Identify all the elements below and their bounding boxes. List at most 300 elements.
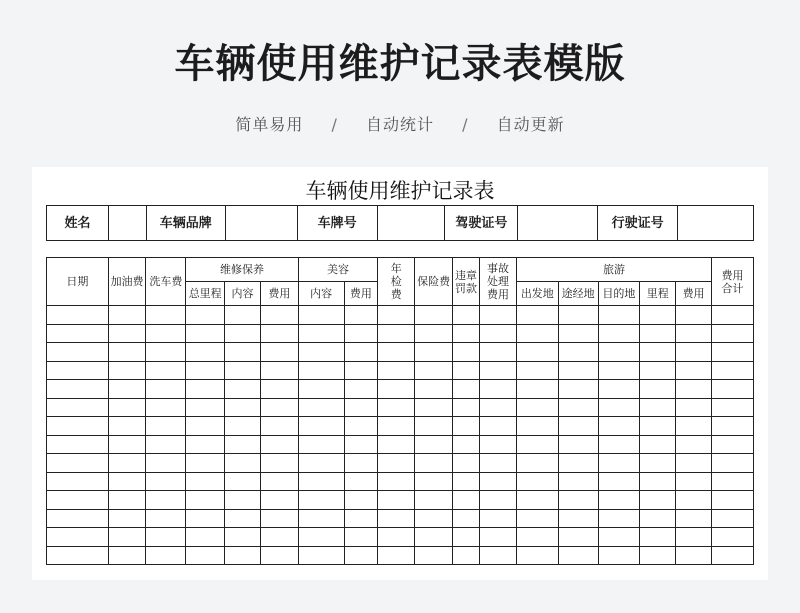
- table-cell[interactable]: [378, 324, 415, 343]
- table-cell[interactable]: [711, 324, 753, 343]
- table-cell[interactable]: [378, 398, 415, 417]
- table-cell[interactable]: [378, 417, 415, 436]
- table-cell[interactable]: [598, 546, 640, 565]
- table-cell[interactable]: [558, 417, 598, 436]
- license-field[interactable]: [518, 206, 598, 241]
- table-cell[interactable]: [711, 343, 753, 362]
- table-cell[interactable]: [558, 398, 598, 417]
- table-cell[interactable]: [108, 398, 146, 417]
- table-cell[interactable]: [344, 491, 378, 510]
- table-cell[interactable]: [480, 509, 517, 528]
- table-cell[interactable]: [186, 306, 225, 325]
- table-cell[interactable]: [260, 380, 298, 399]
- table-cell[interactable]: [260, 306, 298, 325]
- table-cell[interactable]: [298, 528, 344, 547]
- table-cell[interactable]: [146, 361, 186, 380]
- table-cell[interactable]: [378, 528, 415, 547]
- table-cell[interactable]: [344, 528, 378, 547]
- name-field[interactable]: [108, 206, 146, 241]
- info-table: [46, 205, 754, 241]
- table-row: [47, 306, 754, 325]
- table-cell[interactable]: [640, 491, 676, 510]
- table-cell[interactable]: [298, 324, 344, 343]
- table-cell[interactable]: [558, 491, 598, 510]
- header-insurance: 保险费: [415, 258, 453, 306]
- table-cell[interactable]: [225, 454, 261, 473]
- header-maintenance-cost: 费用: [260, 282, 298, 306]
- table-cell[interactable]: [598, 324, 640, 343]
- table-cell[interactable]: [516, 343, 558, 362]
- table-cell[interactable]: [47, 324, 109, 343]
- table-cell[interactable]: [558, 324, 598, 343]
- table-cell[interactable]: [640, 435, 676, 454]
- table-cell[interactable]: [298, 417, 344, 436]
- table-cell[interactable]: [260, 528, 298, 547]
- table-cell[interactable]: [676, 491, 712, 510]
- table-cell[interactable]: [108, 509, 146, 528]
- table-cell[interactable]: [711, 417, 753, 436]
- table-cell[interactable]: [186, 398, 225, 417]
- table-row: [47, 491, 754, 510]
- table-cell[interactable]: [344, 546, 378, 565]
- table-cell[interactable]: [453, 398, 480, 417]
- table-cell[interactable]: [676, 546, 712, 565]
- header-wash: 洗车费: [146, 258, 186, 306]
- table-cell[interactable]: [598, 472, 640, 491]
- table-cell[interactable]: [415, 454, 453, 473]
- table-cell[interactable]: [146, 343, 186, 362]
- table-row: [47, 509, 754, 528]
- table-cell[interactable]: [516, 417, 558, 436]
- table-cell[interactable]: [415, 528, 453, 547]
- feature-tagline: [0, 112, 800, 135]
- table-cell[interactable]: [598, 306, 640, 325]
- table-cell[interactable]: [186, 491, 225, 510]
- table-cell[interactable]: [108, 491, 146, 510]
- table-cell[interactable]: [516, 528, 558, 547]
- table-cell[interactable]: [146, 491, 186, 510]
- table-cell[interactable]: [415, 435, 453, 454]
- table-cell[interactable]: [298, 509, 344, 528]
- table-row: [47, 528, 754, 547]
- table-cell[interactable]: [378, 472, 415, 491]
- table-cell[interactable]: [676, 417, 712, 436]
- table-cell[interactable]: [298, 343, 344, 362]
- table-cell[interactable]: [108, 454, 146, 473]
- table-cell[interactable]: [640, 380, 676, 399]
- header-destination: 目的地: [598, 282, 640, 306]
- table-cell[interactable]: [186, 324, 225, 343]
- table-cell[interactable]: [453, 509, 480, 528]
- table-cell[interactable]: [640, 324, 676, 343]
- table-cell[interactable]: [298, 361, 344, 380]
- table-cell[interactable]: [480, 528, 517, 547]
- table-cell[interactable]: [47, 509, 109, 528]
- plate-field[interactable]: [377, 206, 445, 241]
- table-cell[interactable]: [260, 454, 298, 473]
- table-cell[interactable]: [598, 398, 640, 417]
- separator: /: [331, 115, 338, 134]
- table-cell[interactable]: [453, 454, 480, 473]
- table-cell[interactable]: [480, 491, 517, 510]
- header-violation: 违章罚款: [453, 258, 480, 306]
- table-cell[interactable]: [47, 528, 109, 547]
- table-cell[interactable]: [344, 454, 378, 473]
- table-cell[interactable]: [47, 472, 109, 491]
- table-cell[interactable]: [558, 435, 598, 454]
- table-cell[interactable]: [558, 306, 598, 325]
- table-cell[interactable]: [260, 509, 298, 528]
- table-cell[interactable]: [711, 546, 753, 565]
- table-row: [47, 361, 754, 380]
- table-row: [47, 343, 754, 362]
- header-beauty-cost: 费用: [344, 282, 378, 306]
- table-cell[interactable]: [344, 509, 378, 528]
- header-maintenance-content: 内容: [225, 282, 261, 306]
- table-cell[interactable]: [453, 324, 480, 343]
- header-beauty: 美容: [298, 258, 378, 282]
- table-cell[interactable]: [415, 361, 453, 380]
- table-cell[interactable]: [186, 343, 225, 362]
- header-maintenance: 维修保养: [186, 258, 298, 282]
- table-cell[interactable]: [108, 306, 146, 325]
- table-cell[interactable]: [344, 306, 378, 325]
- table-cell[interactable]: [225, 472, 261, 491]
- table-cell[interactable]: [344, 324, 378, 343]
- sheet-title: 车辆使用维护记录表: [305, 179, 495, 203]
- header-beauty-content: 内容: [298, 282, 344, 306]
- table-cell[interactable]: [711, 361, 753, 380]
- table-cell[interactable]: [47, 361, 109, 380]
- table-cell[interactable]: [453, 343, 480, 362]
- table-cell[interactable]: [108, 343, 146, 362]
- table-cell[interactable]: [640, 417, 676, 436]
- table-cell[interactable]: [598, 509, 640, 528]
- table-cell[interactable]: [47, 546, 109, 565]
- table-cell[interactable]: [415, 546, 453, 565]
- table-cell[interactable]: [378, 454, 415, 473]
- brand-label: 车辆品牌: [146, 206, 225, 241]
- table-cell[interactable]: [480, 324, 517, 343]
- table-cell[interactable]: [516, 380, 558, 399]
- table-cell[interactable]: [415, 417, 453, 436]
- table-cell[interactable]: [676, 509, 712, 528]
- table-cell[interactable]: [108, 361, 146, 380]
- table-cell[interactable]: [598, 361, 640, 380]
- table-cell[interactable]: [344, 343, 378, 362]
- table-cell[interactable]: [640, 361, 676, 380]
- table-row: [47, 454, 754, 473]
- table-cell[interactable]: [598, 380, 640, 399]
- header-fuel: 加油费: [108, 258, 146, 306]
- table-cell[interactable]: [453, 417, 480, 436]
- table-cell[interactable]: [108, 417, 146, 436]
- table-cell[interactable]: [676, 380, 712, 399]
- brand-field[interactable]: [225, 206, 297, 241]
- table-cell[interactable]: [453, 361, 480, 380]
- table-cell[interactable]: [378, 491, 415, 510]
- table-cell[interactable]: [378, 435, 415, 454]
- table-cell[interactable]: [558, 509, 598, 528]
- table-cell[interactable]: [47, 306, 109, 325]
- table-cell[interactable]: [516, 454, 558, 473]
- table-cell[interactable]: [480, 472, 517, 491]
- table-cell[interactable]: [598, 343, 640, 362]
- table-cell[interactable]: [640, 398, 676, 417]
- table-cell[interactable]: [480, 398, 517, 417]
- table-cell[interactable]: [108, 546, 146, 565]
- table-cell[interactable]: [186, 472, 225, 491]
- table-cell[interactable]: [516, 324, 558, 343]
- table-row: [47, 380, 754, 399]
- table-cell[interactable]: [225, 361, 261, 380]
- table-cell[interactable]: [415, 491, 453, 510]
- table-cell[interactable]: [711, 528, 753, 547]
- table-cell[interactable]: [225, 546, 261, 565]
- table-cell[interactable]: [260, 546, 298, 565]
- table-cell[interactable]: [676, 528, 712, 547]
- table-cell[interactable]: [47, 417, 109, 436]
- table-cell[interactable]: [676, 435, 712, 454]
- table-cell[interactable]: [260, 398, 298, 417]
- table-cell[interactable]: [298, 454, 344, 473]
- table-row: [47, 324, 754, 343]
- table-cell[interactable]: [558, 454, 598, 473]
- table-cell[interactable]: [516, 546, 558, 565]
- table-cell[interactable]: [225, 435, 261, 454]
- table-cell[interactable]: [598, 417, 640, 436]
- table-cell[interactable]: [480, 306, 517, 325]
- table-cell[interactable]: [260, 417, 298, 436]
- header-accident: 事故处理费用: [480, 258, 517, 306]
- table-cell[interactable]: [344, 361, 378, 380]
- table-cell[interactable]: [415, 306, 453, 325]
- page-title: 车辆使用维护记录表模版: [174, 41, 626, 87]
- table-cell[interactable]: [516, 509, 558, 528]
- table-cell[interactable]: [260, 324, 298, 343]
- table-cell[interactable]: [480, 417, 517, 436]
- table-cell[interactable]: [598, 454, 640, 473]
- table-cell[interactable]: [186, 546, 225, 565]
- table-cell[interactable]: [298, 491, 344, 510]
- table-cell[interactable]: [378, 509, 415, 528]
- table-cell[interactable]: [453, 528, 480, 547]
- table-cell[interactable]: [711, 306, 753, 325]
- table-cell[interactable]: [225, 417, 261, 436]
- table-cell[interactable]: [108, 472, 146, 491]
- table-row: [47, 435, 754, 454]
- table-cell[interactable]: [415, 472, 453, 491]
- table-cell[interactable]: [378, 361, 415, 380]
- table-cell[interactable]: [676, 324, 712, 343]
- table-cell[interactable]: [516, 398, 558, 417]
- header-total-mileage: 总里程: [186, 282, 225, 306]
- plate-label: 车牌号: [297, 206, 377, 241]
- table-cell[interactable]: [186, 528, 225, 547]
- table-cell[interactable]: [558, 528, 598, 547]
- feature-easy: 简单易用: [235, 115, 304, 134]
- table-cell[interactable]: [676, 454, 712, 473]
- table-cell[interactable]: [146, 546, 186, 565]
- table-cell[interactable]: [378, 380, 415, 399]
- table-row: [47, 546, 754, 565]
- table-cell[interactable]: [640, 528, 676, 547]
- table-cell[interactable]: [711, 380, 753, 399]
- table-cell[interactable]: [640, 306, 676, 325]
- table-cell[interactable]: [47, 380, 109, 399]
- table-cell[interactable]: [225, 509, 261, 528]
- table-cell[interactable]: [186, 417, 225, 436]
- table-cell[interactable]: [298, 380, 344, 399]
- header-via: 途经地: [558, 282, 598, 306]
- table-cell[interactable]: [453, 472, 480, 491]
- table-cell[interactable]: [146, 435, 186, 454]
- table-cell[interactable]: [516, 435, 558, 454]
- table-cell[interactable]: [186, 380, 225, 399]
- table-cell[interactable]: [225, 343, 261, 362]
- table-cell[interactable]: [298, 546, 344, 565]
- table-cell[interactable]: [453, 306, 480, 325]
- table-cell[interactable]: [558, 546, 598, 565]
- table-cell[interactable]: [47, 435, 109, 454]
- table-cell[interactable]: [480, 435, 517, 454]
- table-cell[interactable]: [225, 398, 261, 417]
- table-cell[interactable]: [146, 324, 186, 343]
- feature-auto-update: 自动更新: [496, 115, 565, 134]
- table-cell[interactable]: [415, 343, 453, 362]
- header-total: 费用合计: [711, 258, 753, 306]
- table-cell[interactable]: [598, 491, 640, 510]
- table-cell[interactable]: [558, 343, 598, 362]
- table-cell[interactable]: [676, 343, 712, 362]
- table-cell[interactable]: [298, 472, 344, 491]
- table-cell[interactable]: [480, 343, 517, 362]
- table-cell[interactable]: [378, 306, 415, 325]
- header-date: 日期: [47, 258, 109, 306]
- table-cell[interactable]: [146, 509, 186, 528]
- table-cell[interactable]: [344, 472, 378, 491]
- table-cell[interactable]: [186, 435, 225, 454]
- table-cell[interactable]: [453, 435, 480, 454]
- table-cell[interactable]: [225, 491, 261, 510]
- table-cell[interactable]: [480, 361, 517, 380]
- table-cell[interactable]: [640, 546, 676, 565]
- table-cell[interactable]: [225, 380, 261, 399]
- table-cell[interactable]: [640, 509, 676, 528]
- table-cell[interactable]: [598, 528, 640, 547]
- table-cell[interactable]: [558, 472, 598, 491]
- table-cell[interactable]: [711, 491, 753, 510]
- table-cell[interactable]: [415, 398, 453, 417]
- table-cell[interactable]: [676, 398, 712, 417]
- table-cell[interactable]: [558, 361, 598, 380]
- table-cell[interactable]: [640, 472, 676, 491]
- table-cell[interactable]: [711, 454, 753, 473]
- table-cell[interactable]: [711, 398, 753, 417]
- table-cell[interactable]: [598, 435, 640, 454]
- header-travel-cost: 费用: [676, 282, 712, 306]
- table-cell[interactable]: [146, 454, 186, 473]
- license-label: 驾驶证号: [445, 206, 518, 241]
- table-cell[interactable]: [415, 509, 453, 528]
- table-cell[interactable]: [47, 398, 109, 417]
- table-cell[interactable]: [640, 454, 676, 473]
- table-cell[interactable]: [186, 361, 225, 380]
- table-cell[interactable]: [47, 454, 109, 473]
- table-cell[interactable]: [516, 361, 558, 380]
- table-cell[interactable]: [415, 380, 453, 399]
- table-cell[interactable]: [516, 472, 558, 491]
- table-cell[interactable]: [516, 491, 558, 510]
- table-cell[interactable]: [453, 491, 480, 510]
- table-cell[interactable]: [186, 454, 225, 473]
- table-cell[interactable]: [225, 324, 261, 343]
- table-cell[interactable]: [108, 380, 146, 399]
- sheet-preview: [32, 167, 768, 580]
- table-cell[interactable]: [260, 491, 298, 510]
- table-cell[interactable]: [676, 306, 712, 325]
- table-cell[interactable]: [298, 435, 344, 454]
- table-row: [47, 417, 754, 436]
- vehicle-license-field[interactable]: [678, 206, 754, 241]
- table-cell[interactable]: [186, 509, 225, 528]
- table-cell[interactable]: [47, 343, 109, 362]
- table-cell[interactable]: [146, 528, 186, 547]
- table-cell[interactable]: [108, 528, 146, 547]
- table-cell[interactable]: [344, 380, 378, 399]
- table-cell[interactable]: [225, 528, 261, 547]
- table-cell[interactable]: [344, 398, 378, 417]
- table-cell[interactable]: [676, 472, 712, 491]
- table-cell[interactable]: [47, 491, 109, 510]
- table-cell[interactable]: [378, 343, 415, 362]
- header-annual-check: 年检费: [378, 258, 415, 306]
- table-cell[interactable]: [146, 398, 186, 417]
- table-cell[interactable]: [146, 380, 186, 399]
- vehicle-license-label: 行驶证号: [598, 206, 678, 241]
- table-cell[interactable]: [146, 417, 186, 436]
- table-cell[interactable]: [711, 435, 753, 454]
- table-cell[interactable]: [260, 435, 298, 454]
- table-cell[interactable]: [415, 324, 453, 343]
- table-cell[interactable]: [711, 509, 753, 528]
- table-cell[interactable]: [260, 472, 298, 491]
- header-travel-mileage: 里程: [640, 282, 676, 306]
- table-cell[interactable]: [480, 546, 517, 565]
- table-cell[interactable]: [480, 454, 517, 473]
- table-cell[interactable]: [378, 546, 415, 565]
- table-cell[interactable]: [146, 472, 186, 491]
- table-cell[interactable]: [676, 361, 712, 380]
- table-cell[interactable]: [516, 306, 558, 325]
- table-cell[interactable]: [640, 343, 676, 362]
- table-cell[interactable]: [558, 380, 598, 399]
- table-cell[interactable]: [711, 472, 753, 491]
- table-cell[interactable]: [108, 435, 146, 454]
- table-cell[interactable]: [225, 306, 261, 325]
- table-cell[interactable]: [344, 417, 378, 436]
- table-cell[interactable]: [480, 380, 517, 399]
- table-cell[interactable]: [146, 306, 186, 325]
- table-cell[interactable]: [298, 306, 344, 325]
- table-cell[interactable]: [298, 398, 344, 417]
- table-cell[interactable]: [260, 361, 298, 380]
- table-cell[interactable]: [453, 546, 480, 565]
- table-cell[interactable]: [260, 343, 298, 362]
- table-cell[interactable]: [344, 435, 378, 454]
- table-cell[interactable]: [453, 380, 480, 399]
- table-cell[interactable]: [108, 324, 146, 343]
